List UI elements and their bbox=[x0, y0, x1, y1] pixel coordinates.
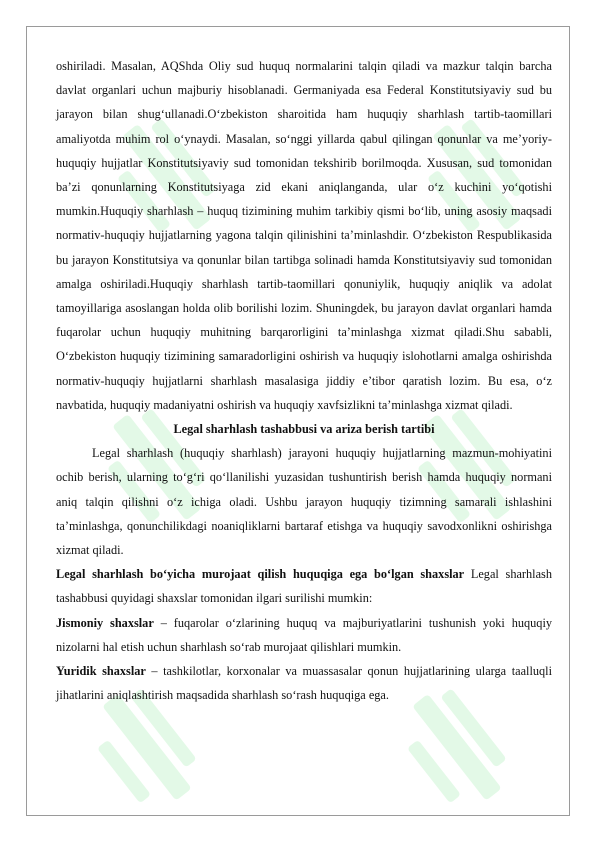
bold-term: Jismoniy shaxslar bbox=[56, 615, 154, 630]
section-heading: Legal sharhlash tashabbusi va ariza berish tartibi bbox=[173, 422, 435, 437]
paragraph-text: Legal sharhlash tashabbusi quyidagi shaxslar tomonidan ilgari surilishi mumkin: bbox=[56, 567, 552, 606]
body-paragraph bbox=[56, 562, 552, 610]
body-paragraph: Legal sharhlash (huquqiy sharhlash) jarayoni huquqiy hujjatlarning mazmun-mohiyatini ochib berish, ularning to‘g‘ri qo‘llanilishi yuzasidan tushuntirish berish hamda huquqiy normani aniq talqin qilishni o‘z ichiga oladi. Ushbu jarayon huquqiy tizimning samarali ishlashini ta’minlashga, qonunchilikdagi noaniqliklarni bartaraf etishga va huquqiy savodxonlikni oshirishga xizmat qiladi. bbox=[56, 446, 552, 558]
document-body bbox=[56, 54, 552, 707]
paragraph-text: – tashkilotlar, korxonalar va muassasalar qonun hujjatlarining ularga taalluqli jihatlarini aniqlashtirish maqsadida sharhlash so‘rash huquqiga ega. bbox=[56, 664, 552, 703]
paragraph-text: – fuqarolar o‘zlarining huquq va majburiyatlarini tushunish yoki huquqiy nizolarni hal etish uchun sharhlash so‘rab murojaat qilishlari mumkin. bbox=[56, 615, 553, 654]
body-paragraph: oshiriladi. Masalan, AQShda Oliy sud huquq normalarini talqin qiladi va mazkur talqin barcha davlat organlari uchun majburiy hisoblanadi. Germaniyada esa Federal Konstitutsiyaviy sud bu jarayon bilan shug‘ullanadi.O‘zbekiston sharoitida ham huquqiy sharhlash tartib-taomillari amaliyotda muhim rol o‘ynaydi. Masalan, so‘nggi yillarda qabul qilingan qonunlar va me’yoriy-huquqiy hujjatlar Konstitutsiyaviy sud tomonidan tekshirib borilmoqda. Xususan, sud tomonidan ba’zi qonunlarning Konstitutsiyaga zid ekani aniqlanganda, ular o‘z kuchini yo‘qotishi mumkin.Huquqiy sharhlash – huquq tizimining muhim tarkibiy qismi bo‘lib, uning asosiy maqsadi normativ-huquqiy hujjatlarning yagona talqin qilinishini ta’minlashdir. O‘zbekiston Respublikasida bu jarayon Konstitutsiya va qonunlar bilan tartibga solinadi hamda Konstitutsiyaviy sud tomonidan amalga oshiriladi.Huquqiy sharhlash tartib-taomillari qonuniylik, huquqiy aniqlik va adolat tamoyillariga asoslangan holda olib borilishi lozim. Shuningdek, bu jarayon davlat organlari hamda fuqarolar uchun huquqiy muhitning barqarorligini ta’minlashga xizmat qiladi.Shu sababli, O‘zbekiston huquqiy tizimining samaradorligini oshirish va huquqiy islohotlarni amalga oshirishda normativ-huquqiy hujjatlarni sharhlash masalasiga jiddiy e’tibor qaratish lozim. Bu esa, o‘z navbatida, huquqiy madaniyatni oshirish va huquqiy xavfsizlikni ta’minlashga xizmat qiladi. bbox=[56, 59, 552, 412]
bold-term: Yuridik shaxslar bbox=[56, 664, 146, 679]
body-paragraph bbox=[56, 659, 552, 707]
body-paragraph bbox=[56, 611, 552, 659]
bold-term: Legal sharhlash bo‘yicha murojaat qilish huquqiga ega bo‘lgan shaxslar bbox=[56, 567, 465, 582]
